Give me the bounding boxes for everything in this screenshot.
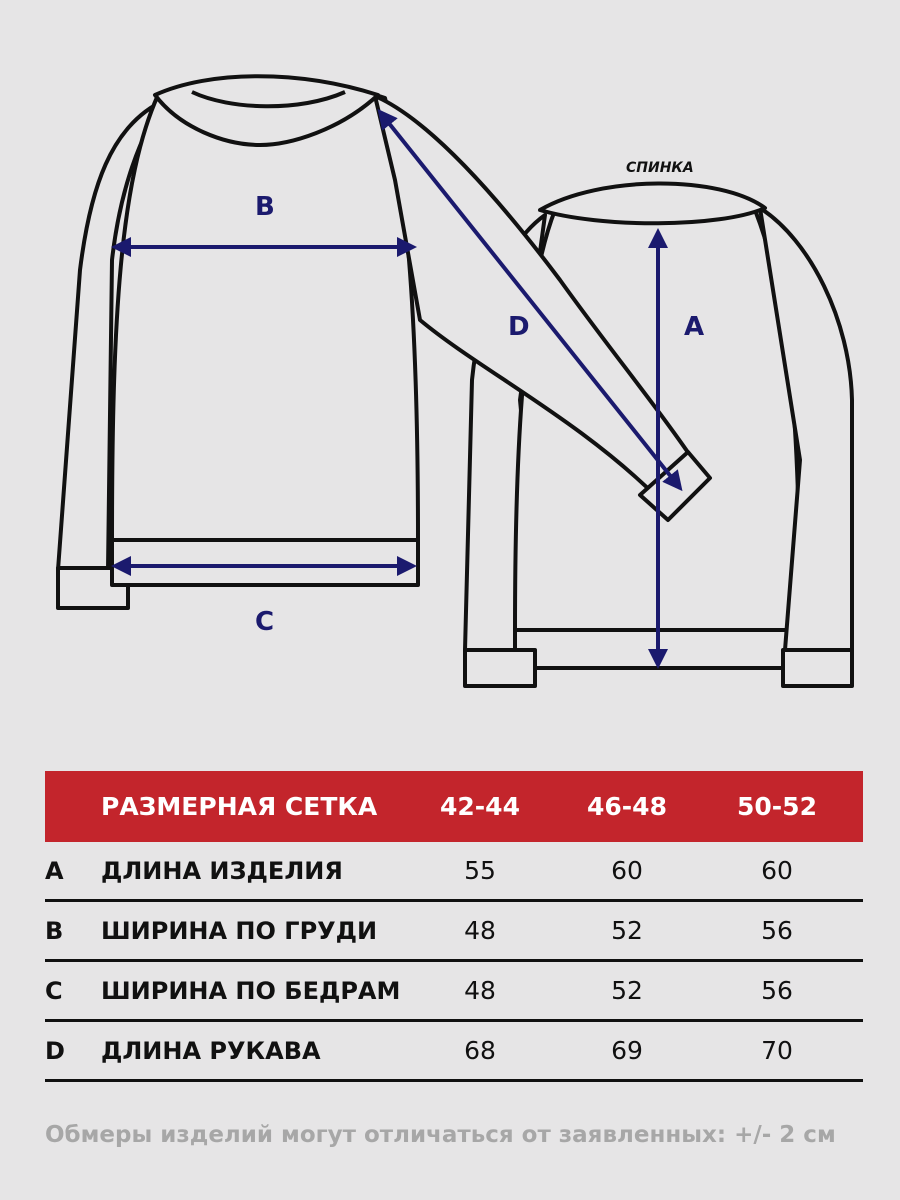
cell-value: 52 bbox=[611, 976, 643, 1005]
cell-value: 69 bbox=[611, 1036, 643, 1065]
table-row bbox=[45, 902, 863, 962]
row-name: ШИРИНА ПО ГРУДИ bbox=[101, 916, 378, 945]
row-name: ШИРИНА ПО БЕДРАМ bbox=[101, 976, 401, 1005]
label-b: B bbox=[255, 192, 275, 222]
row-name: ДЛИНА ИЗДЕЛИЯ bbox=[101, 856, 343, 885]
table-row bbox=[45, 962, 863, 1022]
size-table bbox=[45, 771, 863, 1082]
cell-value: 68 bbox=[464, 1036, 496, 1065]
row-name: ДЛИНА РУКАВА bbox=[101, 1036, 321, 1065]
size-header: 46-48 bbox=[587, 792, 667, 821]
cell-value: 48 bbox=[464, 916, 496, 945]
table-title: РАЗМЕРНАЯ СЕТКА bbox=[101, 792, 378, 821]
row-key: B bbox=[45, 916, 64, 945]
cell-value: 56 bbox=[761, 916, 793, 945]
cell-value: 48 bbox=[464, 976, 496, 1005]
size-header: 42-44 bbox=[440, 792, 520, 821]
row-key: C bbox=[45, 976, 63, 1005]
label-d: D bbox=[508, 312, 530, 342]
cell-value: 60 bbox=[761, 856, 793, 885]
row-key: A bbox=[45, 856, 64, 885]
back-view-label: СПИНКА bbox=[626, 160, 694, 176]
size-header: 50-52 bbox=[737, 792, 817, 821]
disclaimer-text: Обмеры изделий могут отличаться от заявленных: +/- 2 см bbox=[45, 1122, 836, 1148]
table-row bbox=[45, 842, 863, 902]
table-row bbox=[45, 1022, 863, 1082]
label-c: C bbox=[255, 607, 275, 637]
row-key: D bbox=[45, 1036, 65, 1065]
cell-value: 56 bbox=[761, 976, 793, 1005]
label-a: A bbox=[684, 312, 705, 342]
cell-value: 70 bbox=[761, 1036, 793, 1065]
cell-value: 60 bbox=[611, 856, 643, 885]
cell-value: 52 bbox=[611, 916, 643, 945]
table-header bbox=[45, 771, 863, 842]
cell-value: 55 bbox=[464, 856, 496, 885]
